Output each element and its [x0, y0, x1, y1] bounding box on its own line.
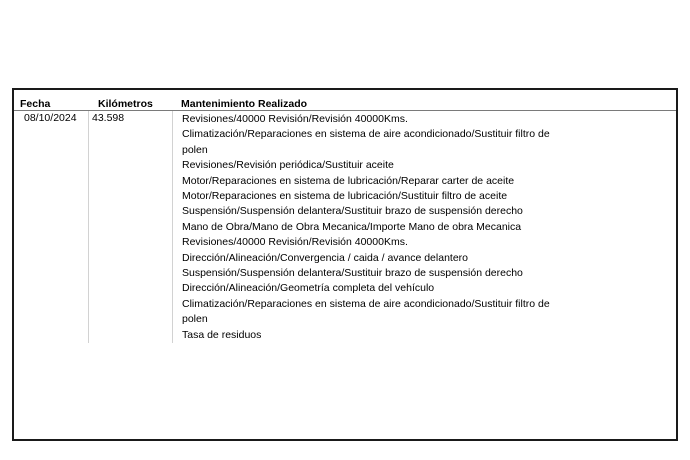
- list-item: Suspensión/Suspensión delantera/Sustituir brazo de suspensión derecho: [182, 205, 523, 218]
- list-item: Suspensión/Suspensión delantera/Sustituir brazo de suspensión derecho: [182, 267, 523, 280]
- list-item: Revisiones/Revisión periódica/Sustituir aceite: [182, 159, 394, 172]
- maintenance-table: [12, 88, 678, 441]
- list-item: polen: [182, 313, 208, 326]
- list-item: Tasa de residuos: [182, 328, 262, 341]
- list-item: Motor/Reparaciones en sistema de lubricación/Sustituir filtro de aceite: [182, 190, 508, 203]
- header-mantenimiento: Mantenimiento Realizado: [181, 98, 308, 110]
- list-item: Dirección/Alineación/Geometría completa del vehículo: [182, 282, 435, 295]
- cell-fecha: 08/10/2024: [24, 112, 77, 124]
- list-item: Climatización/Reparaciones en sistema de aire acondicionado/Sustituir filtro de: [182, 297, 550, 310]
- list-item: Revisiones/40000 Revisión/Revisión 40000Kms.: [182, 236, 408, 249]
- header-kilometros: Kilómetros: [98, 98, 153, 110]
- list-item: polen: [182, 143, 208, 156]
- list-item: Mano de Obra/Mano de Obra Mecanica/Importe Mano de obra Mecanica: [182, 220, 522, 233]
- column-divider: [88, 111, 89, 343]
- cell-kilometros: 43.598: [92, 112, 125, 124]
- list-item: Climatización/Reparaciones en sistema de aire acondicionado/Sustituir filtro de: [182, 128, 550, 141]
- list-item: Dirección/Alineación/Convergencia / caida / avance delantero: [182, 251, 469, 264]
- table-header: [14, 95, 676, 111]
- header-fecha: Fecha: [20, 98, 51, 110]
- list-item: Motor/Reparaciones en sistema de lubricación/Reparar carter de aceite: [182, 174, 515, 187]
- maintenance-list: [182, 112, 622, 343]
- list-item: Revisiones/40000 Revisión/Revisión 40000Kms.: [182, 113, 408, 125]
- column-divider: [172, 111, 173, 343]
